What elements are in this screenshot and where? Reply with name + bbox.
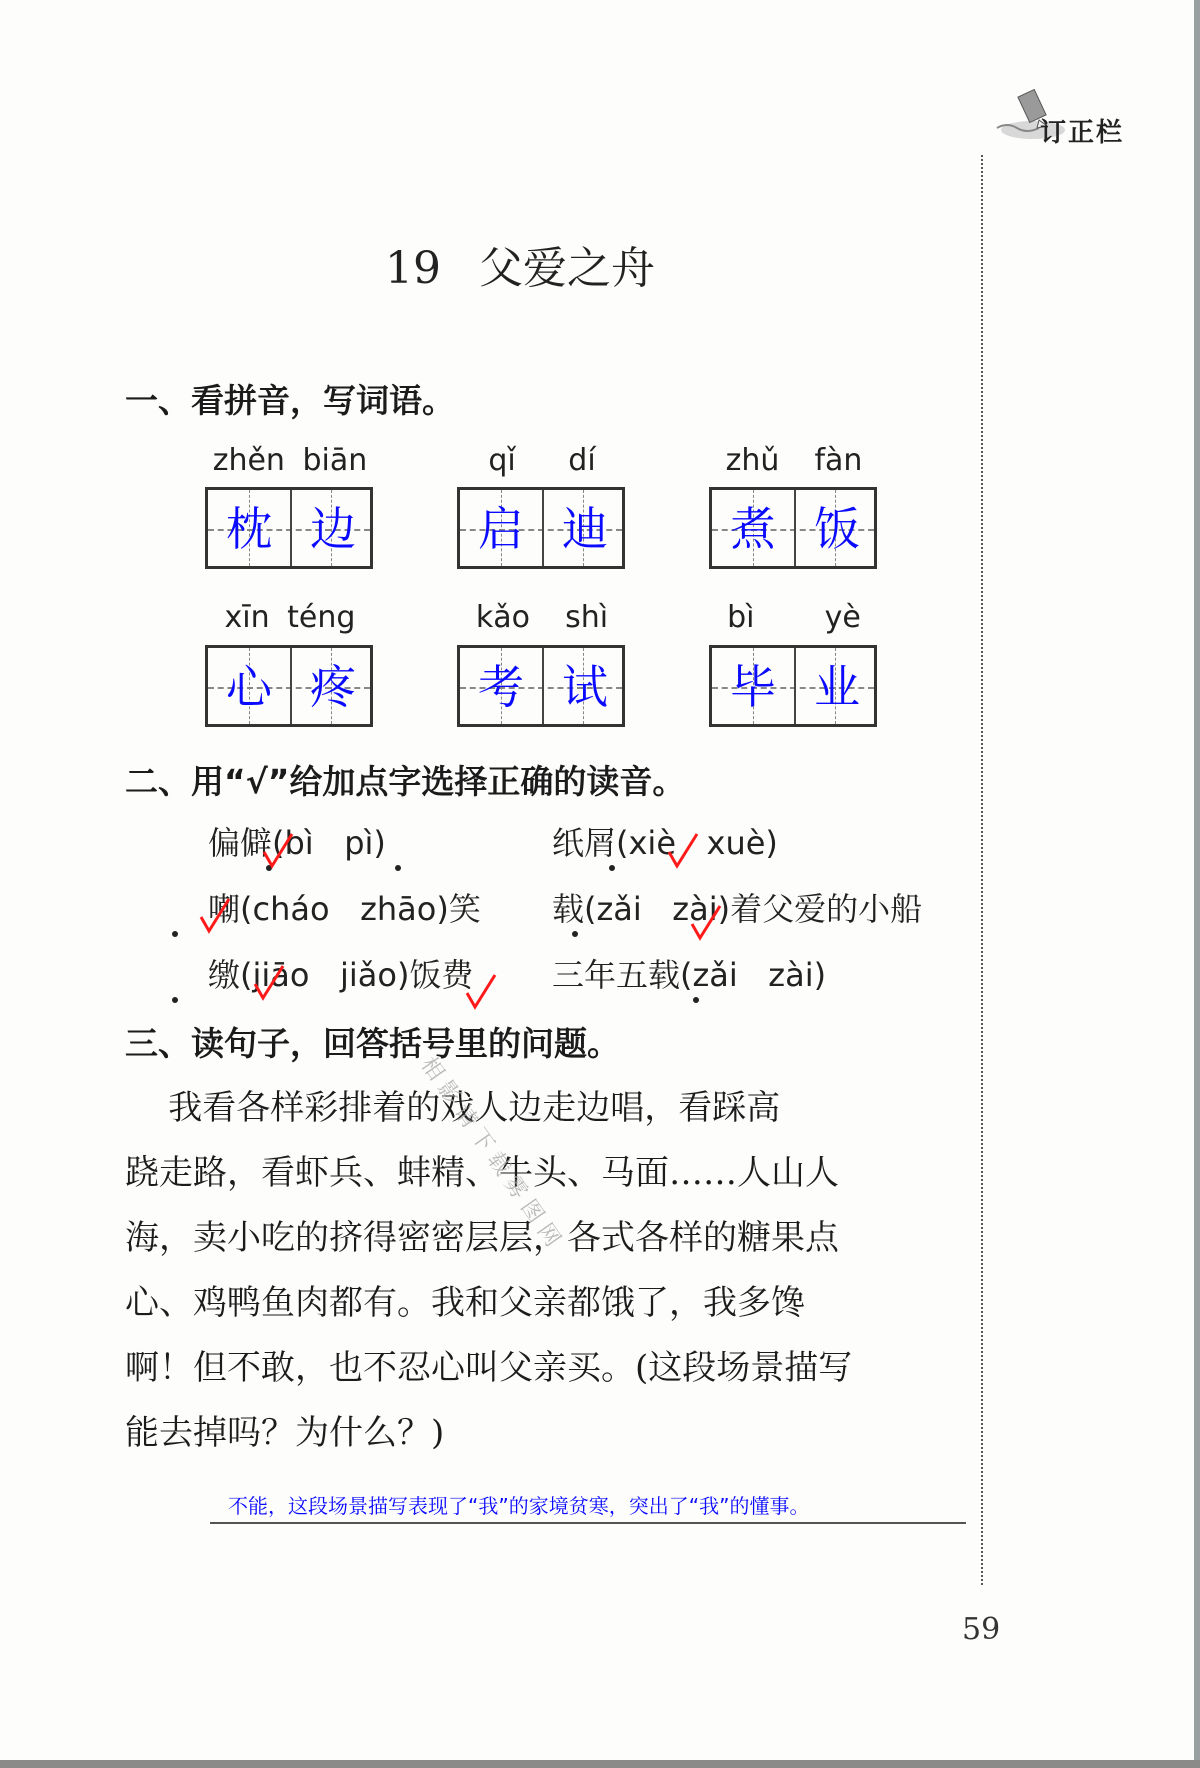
correction-divider (981, 155, 983, 1585)
check-mark-icon (199, 895, 233, 935)
page-edge-right (1194, 0, 1200, 1768)
page-number: 59 (962, 1612, 1001, 1647)
answer-box-3[interactable] (709, 487, 877, 569)
page-edge-bottom (0, 1760, 1200, 1768)
paragraph-line-5: 啊！但不敢，也不忍心叫父亲买。(这段场景描写 (125, 1348, 853, 1388)
answer-char: 启 (478, 502, 524, 556)
reading-item-6: 三年五载(zǎi zài) (552, 956, 827, 994)
emphasis-dot (572, 931, 578, 937)
answer-box-2[interactable] (457, 487, 625, 569)
written-answer[interactable]: 不能，这段场景描写表现了“我”的家境贫寒，突出了“我”的懂事。 (228, 1494, 810, 1518)
watermark: 相 影 请 下 载 雾 图 网 (415, 1052, 565, 1252)
lesson-title (385, 232, 655, 296)
answer-box-4[interactable] (205, 645, 373, 727)
answer-box-5[interactable] (457, 645, 625, 727)
answer-char: 毕 (730, 660, 776, 714)
lesson-name: 父爱之舟 (479, 243, 655, 294)
reading-item-1: 偏僻(bì pì) (208, 824, 386, 862)
pinyin-1: zhěn biān (212, 443, 368, 478)
answer-char: 考 (478, 660, 524, 714)
answer-char: 饭 (814, 502, 860, 556)
emphasis-dot (172, 931, 178, 937)
answer-char: 边 (310, 502, 356, 556)
check-mark-icon (262, 830, 296, 870)
reading-item-4: 载(zǎi zài)着父爱的小船 (552, 890, 923, 928)
answer-char: 业 (814, 660, 860, 714)
answer-char: 试 (562, 660, 608, 714)
paragraph-line-1: 我看各样彩排着的戏人边走边唱，看踩高 (125, 1088, 781, 1128)
reading-item-5: 缴(jiāo jiǎo)饭费 (208, 956, 474, 994)
answer-underline (210, 1522, 966, 1524)
section1-heading: 一、看拼音，写词语。 (125, 381, 455, 420)
check-mark-icon (690, 902, 724, 942)
answer-char: 疼 (310, 660, 356, 714)
check-mark-icon (667, 830, 701, 870)
paragraph-line-4: 心、鸡鸭鱼肉都有。我和父亲都饿了，我多馋 (125, 1283, 805, 1323)
paragraph-line-6: 能去掉吗？为什么？) (125, 1413, 445, 1453)
emphasis-dot (609, 865, 615, 871)
answer-char: 煮 (730, 502, 776, 556)
emphasis-dot (693, 997, 699, 1003)
lesson-number: 19 (385, 243, 441, 294)
paragraph-line-3: 海，卖小吃的挤得密密层层，各式各样的糖果点 (125, 1218, 839, 1258)
reading-item-2: 纸屑(xiè xuè) (552, 824, 778, 862)
pinyin-4: xīn téng (224, 600, 356, 635)
pinyin-3: zhǔ fàn (725, 443, 863, 478)
reading-item-3: 嘲(cháo zhāo)笑 (208, 890, 481, 928)
correction-column-label: 订正栏 (1040, 118, 1125, 148)
check-mark-icon (465, 971, 499, 1011)
answer-box-6[interactable] (709, 645, 877, 727)
pinyin-5: kǎo shì (475, 600, 609, 635)
paragraph-line-2: 跷走路，看虾兵、蚌精、牛头、马面……人山人 (125, 1153, 839, 1193)
check-mark-icon (253, 962, 287, 1002)
section2-heading: 二、用“√”给加点字选择正确的读音。 (125, 762, 686, 801)
answer-box-1[interactable] (205, 487, 373, 569)
emphasis-dot (395, 865, 401, 871)
pinyin-6: bì yè (727, 600, 861, 635)
answer-char: 心 (226, 660, 272, 714)
emphasis-dot (172, 997, 178, 1003)
pinyin-2: qǐ dí (488, 443, 596, 478)
answer-char: 枕 (226, 502, 272, 556)
section3-heading: 三、读句子，回答括号里的问题。 (125, 1024, 620, 1063)
answer-char: 迪 (562, 502, 608, 556)
